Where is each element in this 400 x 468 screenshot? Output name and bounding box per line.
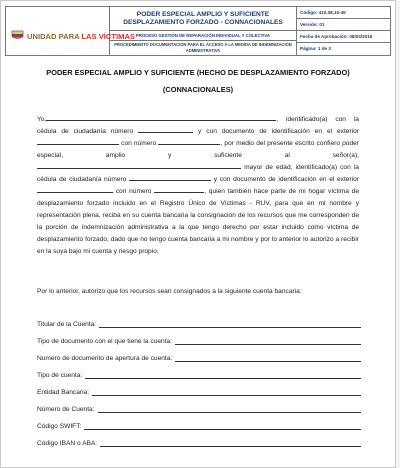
account-document-type-field[interactable]: Tipo de documento con el que tiene la cuenta: [37,335,361,345]
account-holder-line[interactable] [99,320,361,328]
bank-entity-field[interactable]: Entidad Bancaria: [37,386,361,396]
opening-document-number-line[interactable] [175,354,361,362]
authorization-statement: Por lo anterior, autorizo que los recursos sean consignados a la siguiente cuenta bancaria: [37,288,302,295]
procedure-name: PROCEDIMIENTO DOCUMENTACIÓN PARA EL ACCESO A LA MEDIDA DE INDEMNIZACIÓN ADMINISTRATIVA [114,42,292,53]
page-number: Página: 1 de 3 [296,43,390,55]
document-subtitle: (CONNACIONALES) [162,85,234,94]
document-title: PODER ESPECIAL AMPLIO Y SUFICIENTE (HECHO DE DESPLAZAMIENTO FORZADO) [46,68,350,77]
iban-aba-code-line[interactable] [100,439,361,447]
foreign-number-blank[interactable] [158,138,220,145]
account-number-field[interactable]: Número de Cuenta: [37,403,361,413]
document-header [5,6,391,56]
account-holder-field[interactable]: Titular de la Cuenta: [37,318,361,328]
bank-entity-line[interactable] [92,388,361,396]
approval-date: Fecha de Aprobación: 08/03/2016 [296,31,390,43]
iban-aba-code-field[interactable]: Código IBAN o ABA: [37,437,361,447]
swift-code-line[interactable] [84,422,361,430]
swift-code-field[interactable]: Código SWIFT: [37,420,361,430]
representative-id-blank[interactable] [129,174,211,181]
account-type-field[interactable]: Tipo de cuenta: [37,369,361,379]
representative-foreign-number-blank[interactable] [154,186,204,193]
document-code: Código: 410,08,15-45 [296,7,390,19]
coat-of-arms-icon [11,30,24,41]
opening-document-number-field[interactable]: Numero de documento de apertura de cuenta: [37,352,361,362]
representative-foreign-doc-blank[interactable] [37,186,113,193]
name-blank[interactable] [46,114,276,121]
document-header-title: PODER ESPECIAL AMPLIO Y SUFICIENTE DESPLAZAMIENTO FORZADO - CONNACIONALES [110,7,296,31]
power-of-attorney-body: Yo, , identificado(a) con la cédula de ciudadanía número y con documento de identificación en el exterior con número , por medio del presente escrito confiero poder especial, amplio y suficiente al señor(a), mayor de edad, identificado(a) con la cédula de ciudadanía número y con documento de identificación en el exterior con número , quien también hace parte de mi hogar víctima de desplazamiento forzado incluido en el Registro Único de Víctimas - RUV, para que en mi nombre y representación plena, reciba en su cuenta bancaria la consignación de los recursos que me corresponden de la porción de indemnización administrativa a la que tengo derecho por estar incluido como víctima de desplazamiento forzado, dado que no tengo cuenta bancaria a mi nombre y por lo anterior lo autorizo a recibir en la suya bajo mi cuenta y riesgo propio. [37,116,360,255]
foreign-doc-blank[interactable] [37,138,119,145]
logo-text: UNIDAD PARA LAS VÍCTIMAS [27,32,136,41]
account-number-line[interactable] [98,405,361,413]
document-page [1,1,395,467]
document-version: Versión: 01 [296,19,390,31]
process-name: PROCESO GESTIÓN DE REPARACIÓN INDIVIDUAL Y COLECTIVA [110,31,296,41]
id-number-blank[interactable] [138,126,193,133]
account-document-type-line[interactable] [175,337,361,345]
account-type-line[interactable] [85,371,361,379]
representative-name-blank[interactable] [37,162,241,169]
logo-cell [6,7,136,55]
